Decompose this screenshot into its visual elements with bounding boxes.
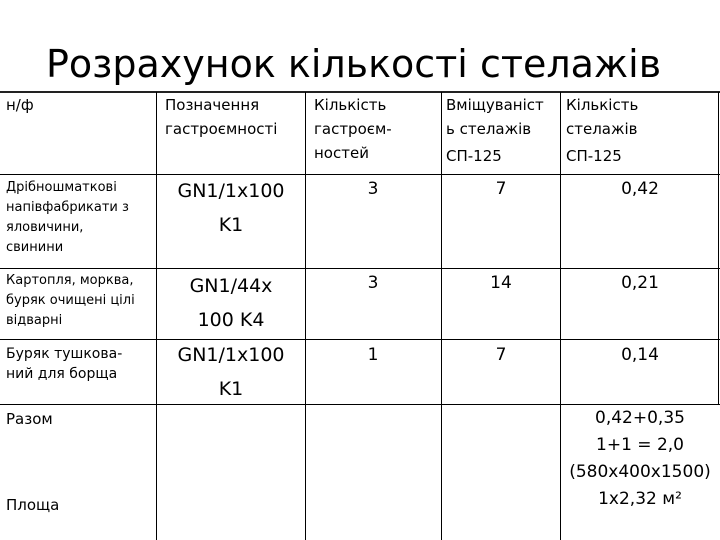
table-row-racks: 0,42 [621, 179, 659, 199]
row-code-line: 100 K4 [197, 309, 265, 331]
table-row-name [6, 178, 129, 258]
header-text: СП-125 [566, 147, 622, 165]
row-divider [0, 174, 720, 175]
header-capacity-cell [446, 93, 544, 168]
row-name-line: Картопля, морква, [6, 273, 134, 288]
header-text: гастроєм- [314, 120, 392, 138]
header-text: Позначення [165, 96, 260, 114]
table-row-capacity: 14 [490, 273, 512, 293]
table-row-quantity: 1 [367, 345, 379, 365]
table-row-name [6, 344, 122, 384]
header-number-label: н/ф [6, 96, 34, 114]
header-text: Кількість [566, 96, 639, 114]
header-racks-cell [566, 93, 638, 168]
table-row-quantity: 3 [367, 179, 379, 199]
column-divider [441, 92, 442, 540]
table-row-racks: 0,14 [621, 345, 659, 365]
calc-line: 1x2,32 м² [598, 489, 682, 509]
table-row-code [164, 174, 298, 242]
header-container-cell [165, 93, 277, 141]
table-row-name [6, 271, 135, 331]
header-text: гастроємності [165, 120, 278, 138]
row-name-line: Дрібношматкові [6, 180, 117, 195]
column-divider [305, 92, 306, 540]
area-label: Площа [6, 496, 60, 514]
row-name-line: свинини [6, 240, 64, 255]
table-row-code [164, 338, 298, 406]
row-divider [0, 339, 720, 340]
total-label: Разом [6, 410, 53, 428]
header-text: стелажів [566, 120, 638, 138]
table-row-racks: 0,21 [621, 273, 659, 293]
row-name-line: ний для борща [6, 366, 118, 382]
row-code-line: GN1/1x100 [177, 180, 285, 202]
table-row-capacity: 7 [495, 179, 507, 199]
row-name-line: Буряк тушкова- [6, 346, 123, 362]
table-row-capacity: 7 [495, 345, 507, 365]
header-text: ь стелажів [446, 120, 532, 138]
table-row-code [164, 269, 298, 337]
header-quantity-cell [314, 93, 392, 165]
row-name-line: яловичини, [6, 220, 84, 235]
column-divider [156, 92, 157, 540]
header-text: ностей [314, 144, 369, 162]
calc-line: (580x400x1500) [569, 462, 711, 482]
calc-line: 1+1 = 2,0 [596, 435, 684, 455]
header-text: Кількість [314, 96, 387, 114]
row-code-line: K1 [218, 378, 244, 400]
row-name-line: відварні [6, 313, 63, 328]
header-text: СП-125 [446, 147, 502, 165]
row-code-line: K1 [218, 214, 244, 236]
row-divider [0, 268, 720, 269]
row-code-line: GN1/44x [189, 275, 273, 297]
row-name-line: напівфабрикати з [6, 200, 129, 215]
row-code-line: GN1/1x100 [177, 344, 285, 366]
row-name-line: буряк очищені цілі [6, 293, 135, 308]
total-calculation [561, 405, 719, 513]
calc-line: 0,42+0,35 [595, 408, 685, 428]
header-number-cell [6, 93, 34, 117]
slide-title: Розрахунок кількості стелажів [46, 42, 662, 86]
header-text: Вміщуваніст [446, 96, 544, 114]
table-row-quantity: 3 [367, 273, 379, 293]
